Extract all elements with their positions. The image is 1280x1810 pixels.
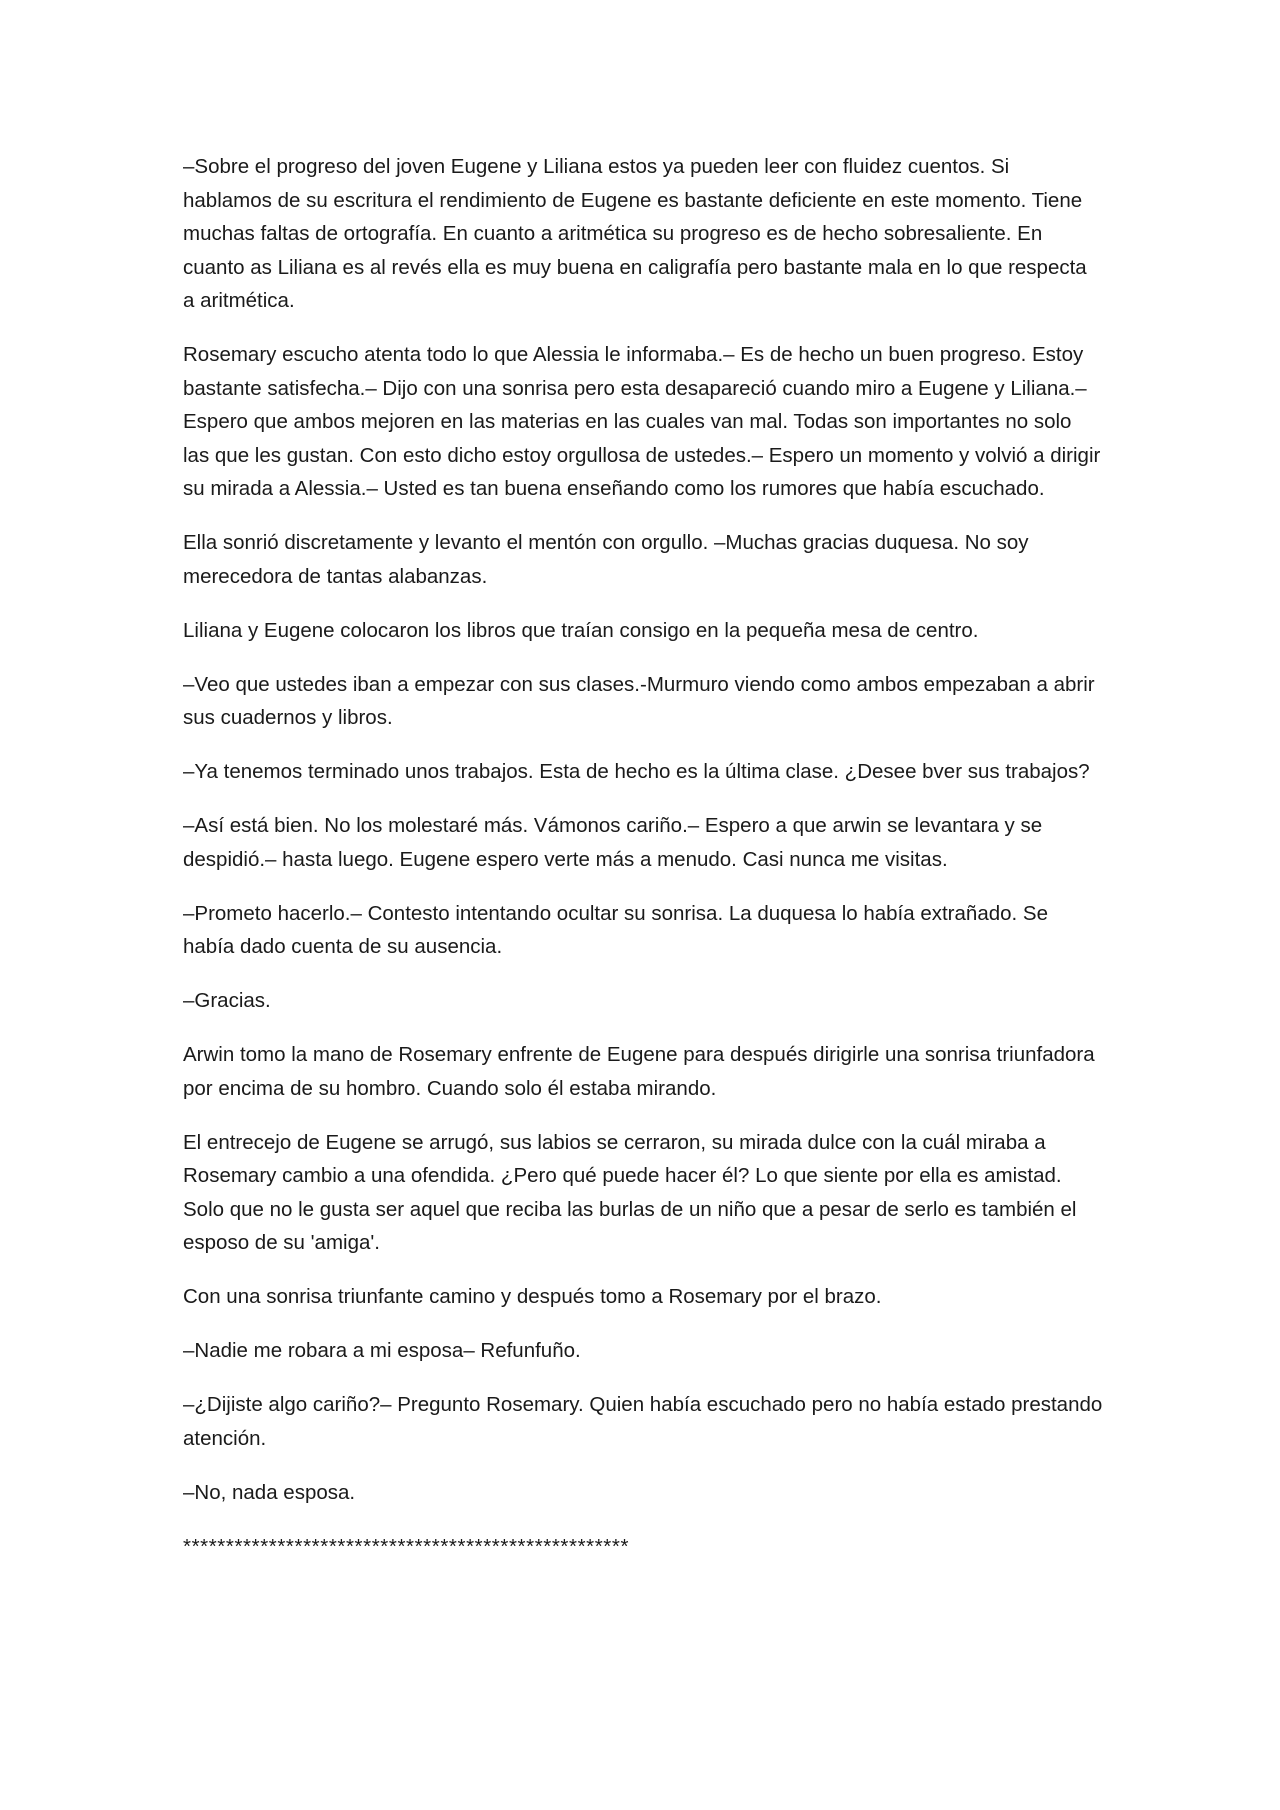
- paragraph: Ella sonrió discretamente y levanto el mentón con orgullo. –Muchas gracias duquesa. No soy merecedora de tantas alabanzas.: [183, 531, 1029, 588]
- paragraph: –Sobre el progreso del joven Eugene y Liliana estos ya pueden leer con fluidez cuentos. Si hablamos de su escritura el rendimiento de Eugene es bastante deficiente en este momento. Tiene muchas faltas de ortografía. En cuanto a aritmética su progreso es de hecho sobresaliente. En cuanto as Liliana es al revés ella es muy buena en caligrafía pero bastante mala en lo que respecta a aritmética.: [183, 155, 1087, 312]
- paragraph: –Ya tenemos terminado unos trabajos. Esta de hecho es la última clase. ¿Desee bver sus trabajos?: [183, 760, 1090, 783]
- paragraph: Arwin tomo la mano de Rosemary enfrente de Eugene para después dirigirle una sonrisa triunfadora por encima de su hombro. Cuando solo él estaba mirando.: [183, 1043, 1095, 1100]
- paragraph: El entrecejo de Eugene se arrugó, sus labios se cerraron, su mirada dulce con la cuál miraba a Rosemary cambio a una ofendida. ¿Pero qué puede hacer él? Lo que siente por ella es amistad. Solo que no le gusta ser aquel que reciba las burlas de un niño que a pesar de serlo es también el esposo de su 'amiga'.: [183, 1130, 1077, 1254]
- paragraph: –Veo que ustedes iban a empezar con sus clases.-Murmuro viendo como ambos empezaban a abrir sus cuadernos y libros.: [183, 672, 1095, 729]
- paragraph: –Prometo hacerlo.– Contesto intentando ocultar su sonrisa. La duquesa lo había extrañado. Se había dado cuenta de su ausencia.: [183, 901, 1048, 958]
- document-body: [183, 150, 1103, 1584]
- paragraph: –Nadie me robara a mi esposa– Refunfuño.: [183, 1339, 581, 1362]
- paragraph: –¿Dijiste algo cariño?– Pregunto Rosemary. Quien había escuchado pero no había estado prestando atención.: [183, 1393, 1103, 1450]
- paragraph: Rosemary escucho atenta todo lo que Alessia le informaba.– Es de hecho un buen progreso. Estoy bastante satisfecha.– Dijo con una sonrisa pero esta desapareció cuando miro a Eugene y Liliana.– Espero que ambos mejoren en las materias en las cuales van mal. Todas son importantes no solo las que les gustan. Con esto dicho estoy orgullosa de ustedes.– Espero un momento y volvió a dirigir su mirada a Alessia.– Usted es tan buena enseñando como los rumores que había escuchado.: [183, 343, 1101, 500]
- paragraph: –Gracias.: [183, 989, 271, 1012]
- paragraph: Con una sonrisa triunfante camino y después tomo a Rosemary por el brazo.: [183, 1285, 882, 1308]
- paragraph: –Así está bien. No los molestaré más. Vámonos cariño.– Espero a que arwin se levantara y se despidió.– hasta luego. Eugene espero verte más a menudo. Casi nunca me visitas.: [183, 814, 1043, 871]
- section-separator: ****************************************************: [183, 1534, 630, 1558]
- paragraph: Liliana y Eugene colocaron los libros que traían consigo en la pequeña mesa de centro.: [183, 618, 979, 642]
- paragraph: –No, nada esposa.: [183, 1480, 356, 1504]
